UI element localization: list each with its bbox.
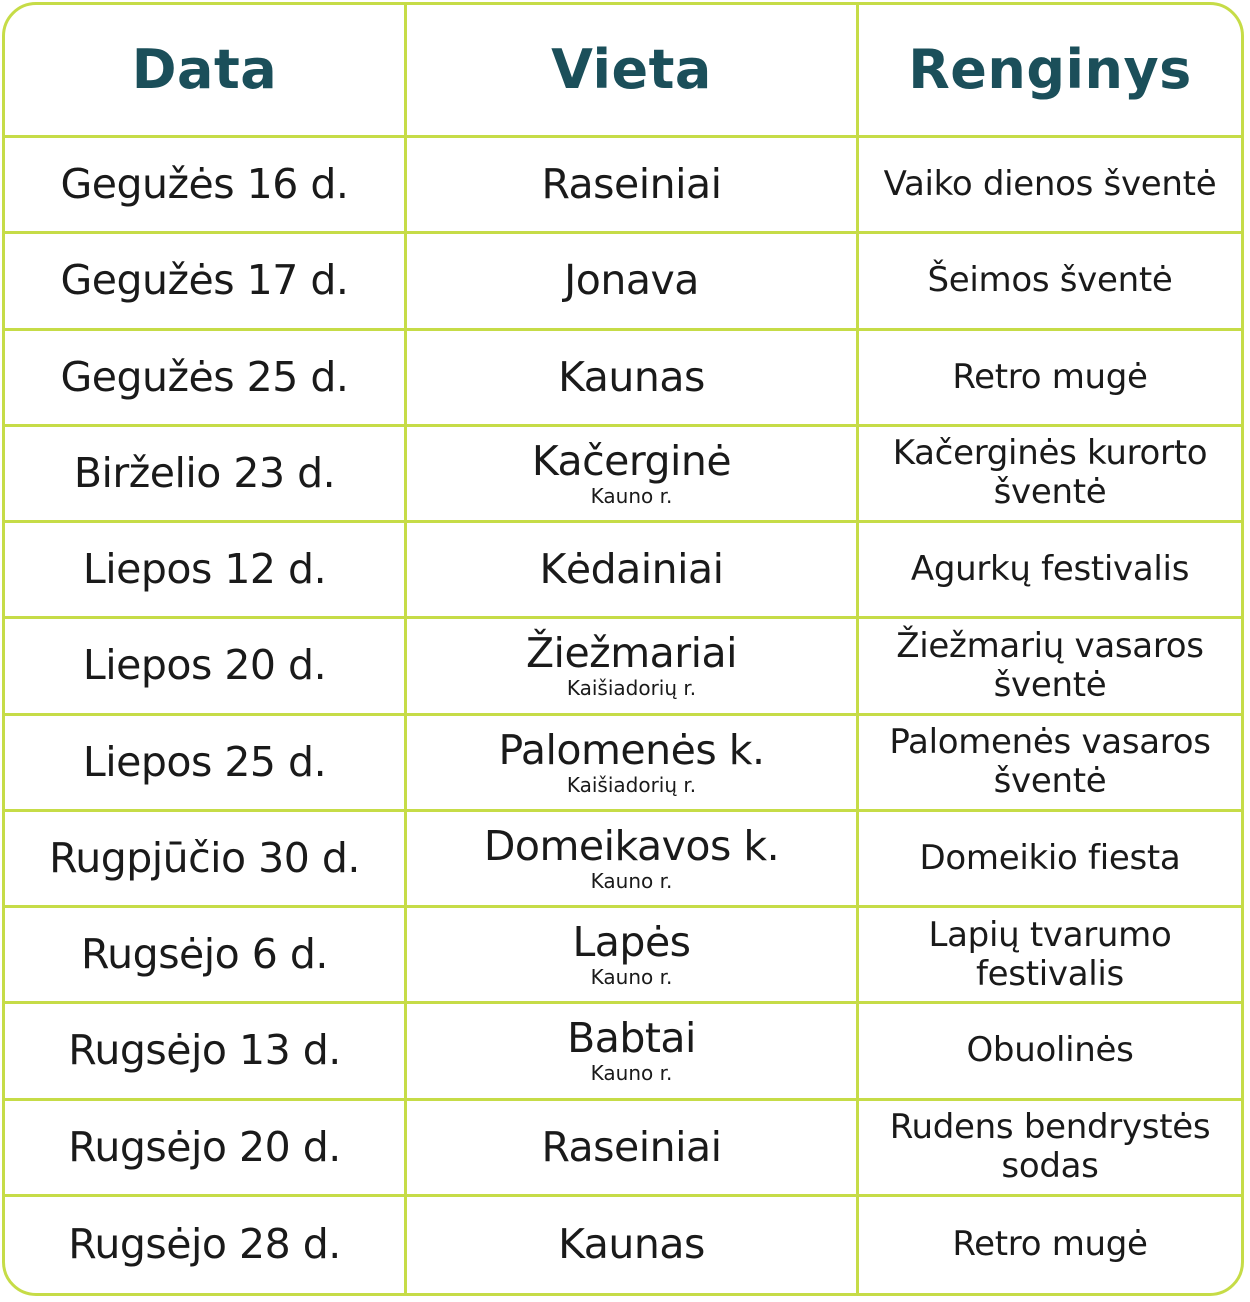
row-date: Gegužės 16 d. — [5, 138, 407, 234]
row-date: Rugsėjo 28 d. — [5, 1197, 407, 1293]
place-name: Domeikavos k. — [483, 821, 780, 870]
row-date: Gegužės 17 d. — [5, 234, 407, 330]
row-event: Šeimos šventė — [859, 234, 1241, 330]
row-place — [407, 138, 859, 234]
row-date: Birželio 23 d. — [5, 427, 407, 523]
row-place — [407, 523, 859, 619]
row-event: Obuolinės — [859, 1004, 1241, 1100]
row-event: Palomenės vasaros šventė — [859, 716, 1241, 812]
place-district: Kauno r. — [590, 965, 673, 990]
row-place — [407, 1004, 859, 1100]
place-name: Kaunas — [558, 1220, 705, 1269]
place-district: Kaišiadorių r. — [566, 676, 697, 701]
place-name: Raseiniai — [541, 1122, 722, 1171]
row-event: Lapių tvarumo festivalis — [859, 908, 1241, 1004]
row-event: Kačerginės kurorto šventė — [859, 427, 1241, 523]
row-place — [407, 427, 859, 523]
row-date: Liepos 12 d. — [5, 523, 407, 619]
header-event: Renginys — [859, 5, 1241, 138]
row-place — [407, 619, 859, 715]
row-event: Rudens bendrystės sodas — [859, 1101, 1241, 1197]
place-name: Žiežmariai — [525, 629, 738, 678]
place-name: Babtai — [567, 1014, 696, 1063]
row-place — [407, 812, 859, 908]
place-name: Jonava — [564, 256, 699, 305]
row-place — [407, 716, 859, 812]
events-table-frame — [2, 2, 1244, 1296]
row-date: Rugsėjo 13 d. — [5, 1004, 407, 1100]
header-date: Data — [5, 5, 407, 138]
row-date: Liepos 25 d. — [5, 716, 407, 812]
row-place — [407, 1101, 859, 1197]
place-name: Kaunas — [558, 352, 705, 401]
row-place — [407, 331, 859, 427]
row-event: Žiežmarių vasaros šventė — [859, 619, 1241, 715]
row-place — [407, 908, 859, 1004]
row-event: Retro mugė — [859, 331, 1241, 427]
place-district: Kauno r. — [590, 483, 673, 508]
place-district: Kaišiadorių r. — [566, 772, 697, 797]
row-date: Liepos 20 d. — [5, 619, 407, 715]
row-event: Domeikio fiesta — [859, 812, 1241, 908]
place-name: Palomenės k. — [498, 725, 765, 774]
events-table — [5, 5, 1241, 1293]
place-name: Raseiniai — [541, 160, 722, 209]
row-date: Rugsėjo 6 d. — [5, 908, 407, 1004]
row-event: Vaiko dienos šventė — [859, 138, 1241, 234]
row-date: Rugsėjo 20 d. — [5, 1101, 407, 1197]
row-event: Retro mugė — [952, 1224, 1148, 1265]
row-place — [407, 234, 859, 330]
header-place: Vieta — [407, 5, 859, 138]
row-date: Rugpjūčio 30 d. — [5, 812, 407, 908]
place-name: Kėdainiai — [539, 545, 724, 594]
place-district: Kauno r. — [590, 1061, 673, 1086]
row-date: Gegužės 25 d. — [5, 331, 407, 427]
place-district: Kauno r. — [590, 868, 673, 893]
row-event: Agurkų festivalis — [859, 523, 1241, 619]
row-place — [407, 1197, 859, 1293]
place-name: Kačerginė — [531, 436, 732, 485]
place-name: Lapės — [572, 918, 691, 967]
